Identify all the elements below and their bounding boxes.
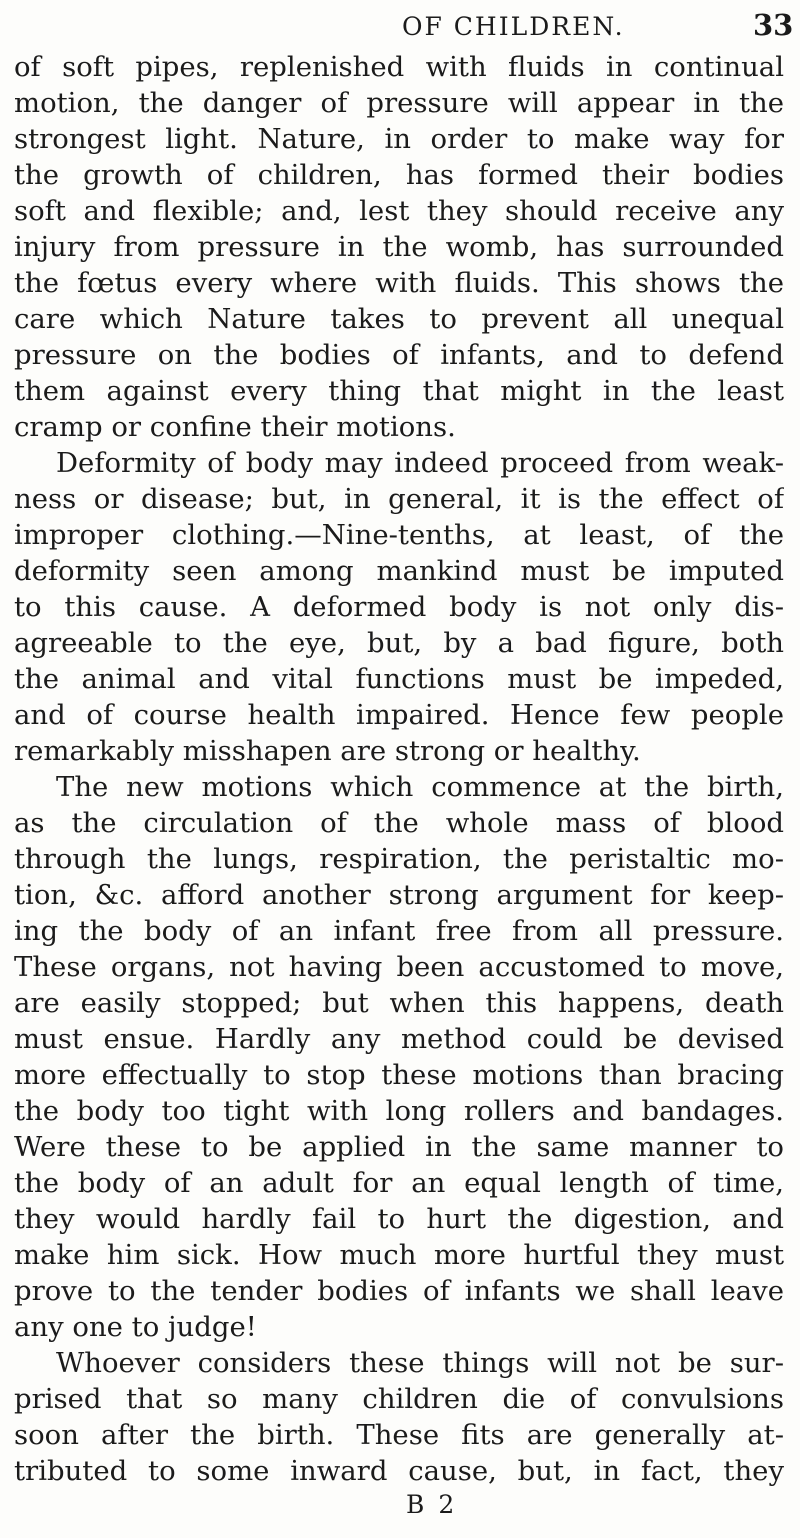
text-line: make him sick. How much more hurtful they must [14,1239,784,1271]
text-line: they would hardly fail to hurt the digestion, and [14,1203,784,1235]
text-line: through the lungs, respiration, the peristaltic mo- [14,843,784,875]
text-line: strongest light. Nature, in order to make way for [14,123,784,155]
text-line: and of course health impaired. Hence few people [14,699,784,731]
text-line: any one to judge! [14,1311,257,1343]
text-line: injury from pressure in the womb, has surrounded [14,231,784,263]
text-line: ing the body of an infant free from all pressure. [14,915,784,947]
text-line: cramp or confine their motions. [14,411,456,443]
text-line: the body too tight with long rollers and bandages. [14,1095,784,1127]
text-line: must ensue. Hardly any method could be devised [14,1023,784,1055]
text-line: them against every thing that might in the least [14,375,784,407]
text-line: motion, the danger of pressure will appear in the [14,87,784,119]
text-line: the fœtus every where with fluids. This shows the [14,267,784,299]
text-line: Were these to be applied in the same manner to [14,1131,784,1163]
text-line: more effectually to stop these motions than bracing [14,1059,784,1091]
paragraph-start-line: Whoever considers these things will not be sur- [56,1347,784,1379]
page-number: 33 [753,8,794,42]
text-line: soft and flexible; and, lest they should receive any [14,195,784,227]
paragraph-start-line: The new motions which commence at the birth, [56,771,784,803]
paragraph-start-line: Deformity of body may indeed proceed from weak- [56,447,784,479]
text-line: to this cause. A deformed body is not only dis- [14,591,784,623]
text-line: tributed to some inward cause, but, in fact, they [14,1455,784,1487]
text-line: are easily stopped; but when this happens, death [14,987,784,1019]
text-line: agreeable to the eye, but, by a bad figure, both [14,627,784,659]
text-line: soon after the birth. These fits are generally at- [14,1419,784,1451]
running-title: OF CHILDREN. [402,12,625,41]
text-line: care which Nature takes to prevent all unequal [14,303,784,335]
text-line: deformity seen among mankind must be imputed [14,555,784,587]
text-line: the body of an adult for an equal length of time, [14,1167,784,1199]
text-line: remarkably misshapen are strong or healthy. [14,735,641,767]
text-line: tion, &c. afford another strong argument for keep- [14,879,784,911]
signature-mark: B 2 [406,1490,458,1519]
text-line: pressure on the bodies of infants, and to defend [14,339,784,371]
text-line: the growth of children, has formed their bodies [14,159,784,191]
text-line: the animal and vital functions must be impeded, [14,663,784,695]
text-line: ness or disease; but, in general, it is the effect of [14,483,784,515]
text-line: improper clothing.—Nine-tenths, at least, of the [14,519,784,551]
text-line: as the circulation of the whole mass of blood [14,807,784,839]
text-line: prised that so many children die of convulsions [14,1383,784,1415]
text-line: prove to the tender bodies of infants we shall leave [14,1275,784,1307]
text-line: of soft pipes, replenished with fluids in continual [14,51,784,83]
text-line: These organs, not having been accustomed to move, [14,951,784,983]
